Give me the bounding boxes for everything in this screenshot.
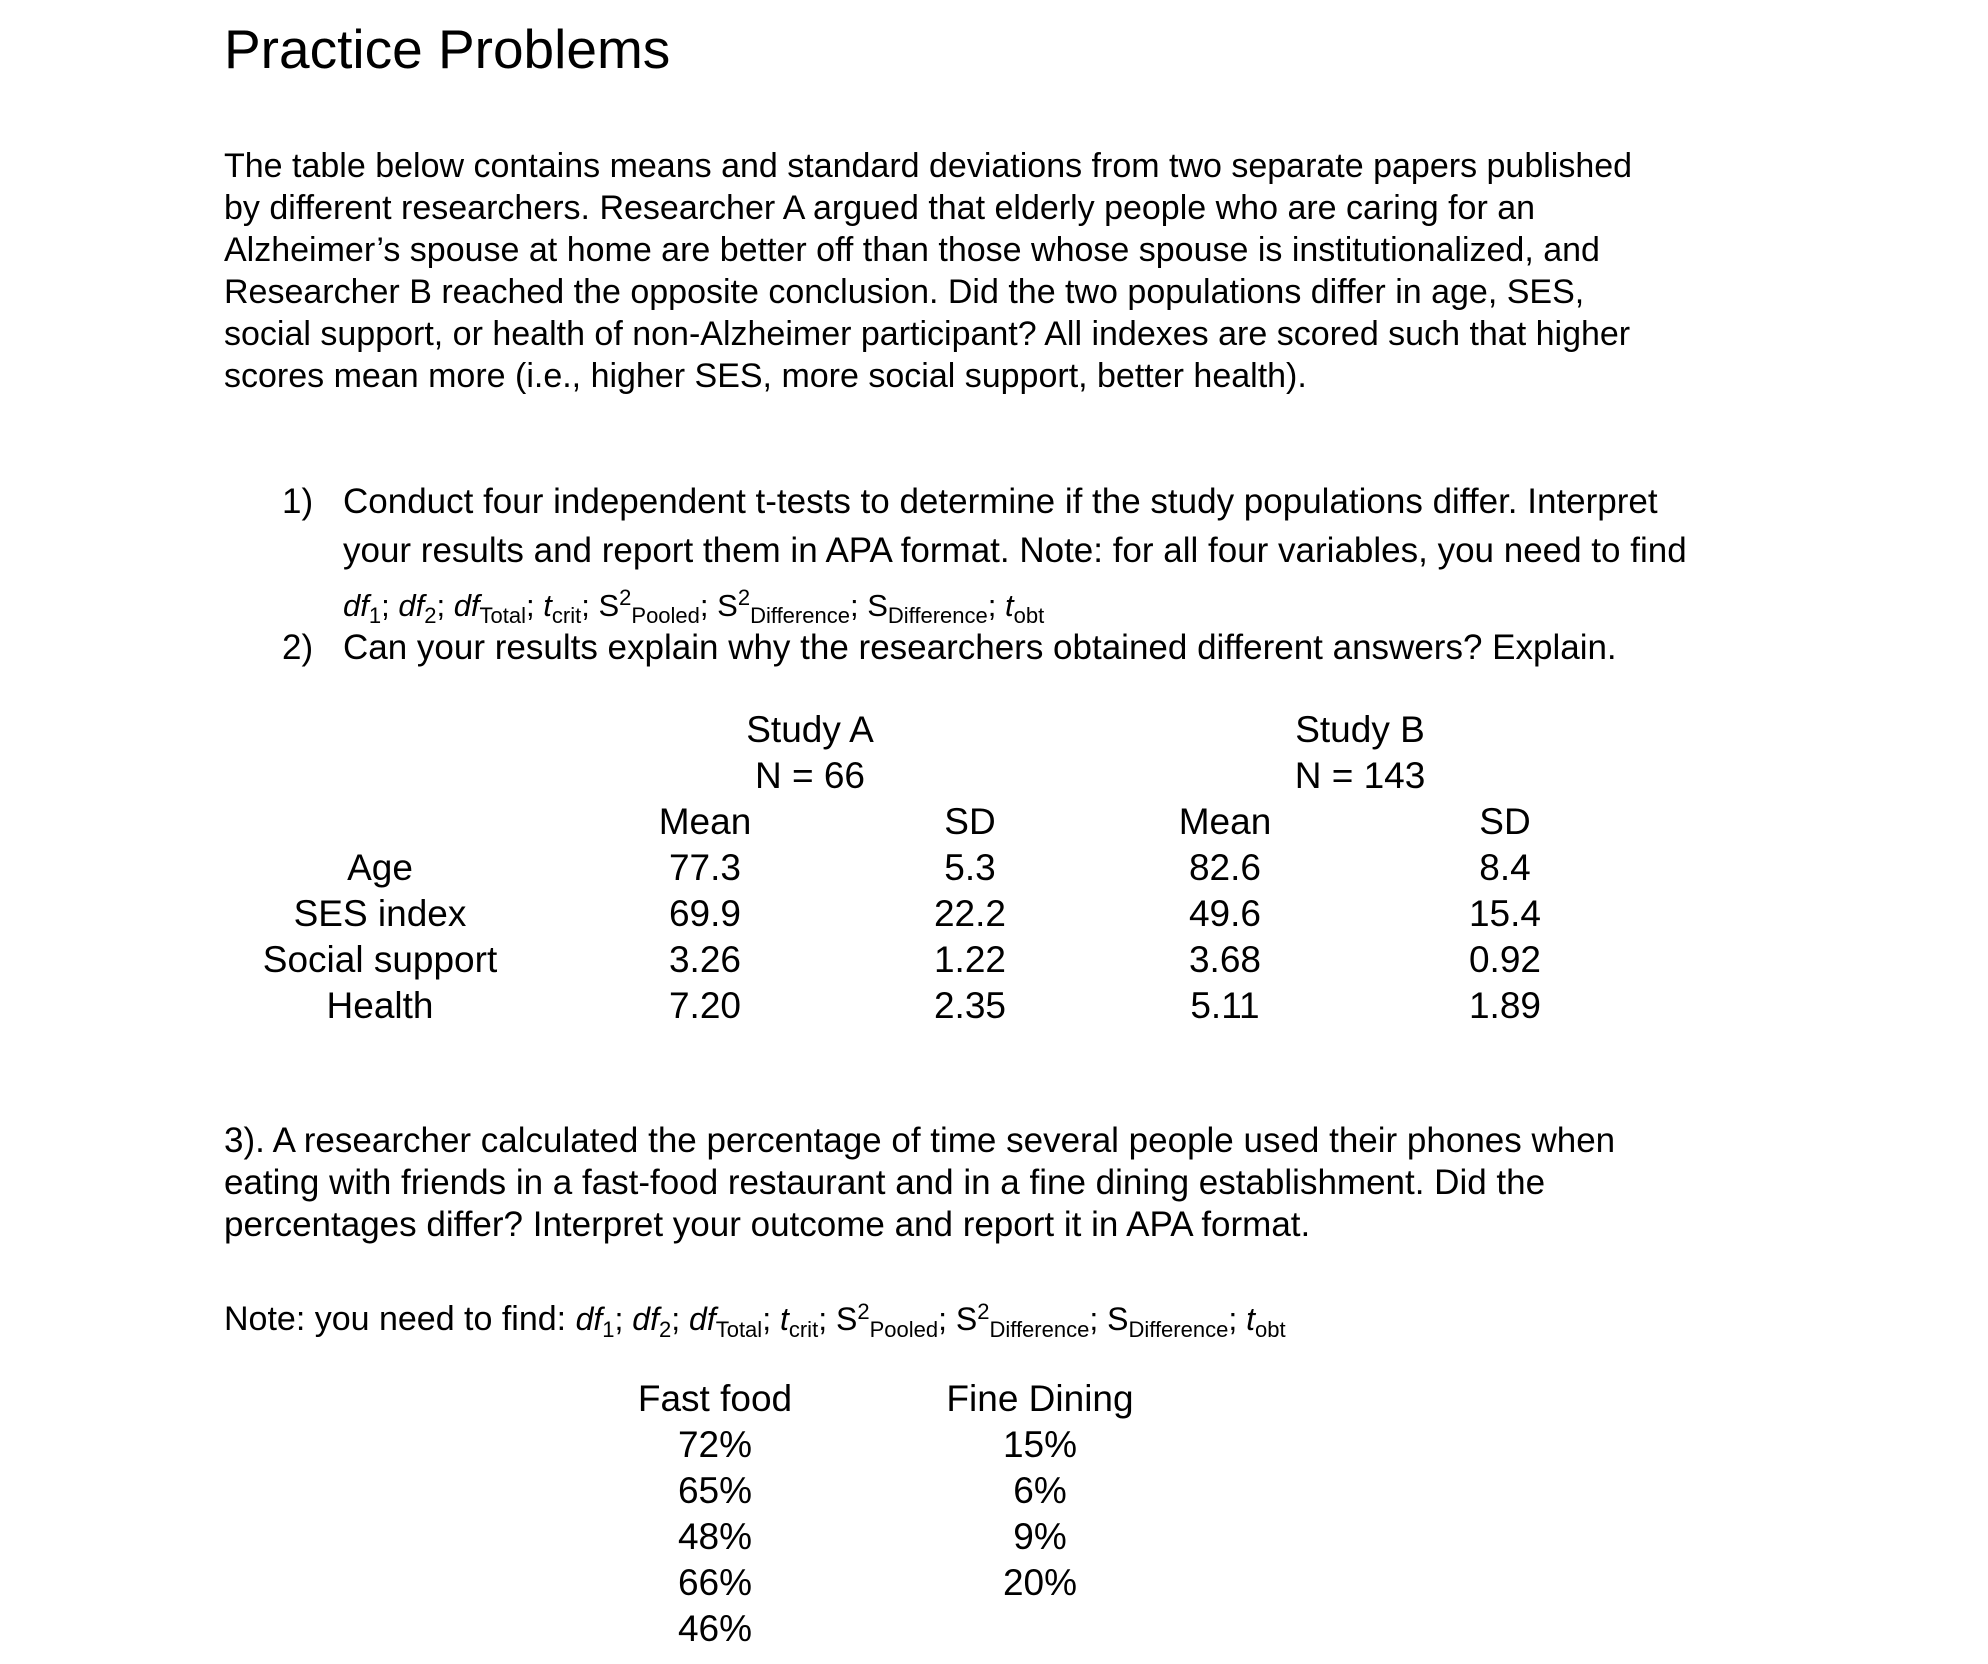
table-cell: 1.22 — [933, 939, 1006, 980]
fast-food-value: 72% — [677, 1424, 753, 1465]
fast-food-value: 66% — [677, 1562, 753, 1603]
table-cell: 3.26 — [668, 939, 741, 980]
question-3-note — [224, 1292, 1286, 1350]
question-2-text: Can your results explain why the researchers obtained different answers? Explain. — [343, 628, 1617, 667]
intro-line: by different researchers. Researcher A argued that elderly people who are caring for an — [224, 189, 1536, 227]
table-cell: 77.3 — [668, 847, 741, 888]
intro-line: social support, or health of non-Alzheimer participant? All indexes are scored such that higher — [224, 315, 1631, 353]
table-row-label: SES index — [293, 893, 467, 934]
intro-paragraph — [224, 145, 1784, 397]
table-cell: 1.89 — [1468, 985, 1541, 1026]
fast-food-header: Fast food — [637, 1378, 793, 1419]
fine-dining-value: 9% — [1013, 1516, 1067, 1557]
intro-line: scores mean more (i.e., higher SES, more social support, better health). — [224, 357, 1307, 395]
study-a-mean-header: Mean — [658, 801, 752, 842]
table-cell: 82.6 — [1188, 847, 1261, 888]
table-cell: 7.20 — [668, 985, 741, 1026]
question-3-line: percentages differ? Interpret your outcome and report it in APA format. — [224, 1205, 1311, 1244]
question-3 — [224, 1120, 1615, 1246]
fine-dining-header: Fine Dining — [946, 1378, 1134, 1419]
study-b-mean-header: Mean — [1178, 801, 1272, 842]
table-row-label: Social support — [262, 939, 498, 980]
fast-food-value: 65% — [677, 1470, 753, 1511]
table-cell: 3.68 — [1188, 939, 1261, 980]
study-b-sd-header: SD — [1479, 801, 1531, 842]
table-cell: 15.4 — [1468, 893, 1541, 934]
intro-line: The table below contains means and standard deviations from two separate papers published — [224, 147, 1633, 185]
study-a-title: Study A — [746, 709, 874, 750]
fast-food-value: 48% — [677, 1516, 753, 1557]
study-a-n: N = 66 — [754, 755, 866, 796]
study-b-title: Study B — [1295, 709, 1425, 750]
table-cell: 0.92 — [1468, 939, 1541, 980]
intro-line: Alzheimer’s spouse at home are better off than those whose spouse is institutionalized, and — [224, 231, 1600, 269]
question-1-line-2: your results and report them in APA format. Note: for all four variables, you need to find — [343, 531, 1687, 570]
table-cell: 69.9 — [668, 893, 741, 934]
fine-dining-value: 20% — [1002, 1562, 1078, 1603]
question-2-number: 2) — [282, 628, 314, 667]
table-cell: 49.6 — [1188, 893, 1261, 934]
fast-food-value: 46% — [677, 1608, 753, 1649]
table-cell: 8.4 — [1479, 847, 1531, 888]
fine-dining-value: 15% — [1002, 1424, 1078, 1465]
table-cell: 5.11 — [1190, 985, 1260, 1026]
fine-dining-value: 6% — [1013, 1470, 1067, 1511]
table-cell: 22.2 — [933, 893, 1006, 934]
question-3-line: eating with friends in a fast-food restaurant and in a fine dining establishment. Did the — [224, 1163, 1546, 1202]
intro-line: Researcher B reached the opposite conclusion. Did the two populations differ in age, SES, — [224, 273, 1585, 311]
study-a-sd-header: SD — [944, 801, 996, 842]
page-title: Practice Problems — [224, 18, 671, 80]
question-3-note-prefix: Note: you need to find: — [224, 1300, 576, 1338]
question-3-formula: $df_1$; $df_2$; $df_{Total}$; $t_{crit}$; $S^2_{Pooled}$; $S^2_{Difference}$; $S_{Difference}$; $t_{obt}$ — [575, 1299, 1286, 1342]
table-cell: 5.3 — [944, 847, 996, 888]
table-row-label: Age — [347, 847, 413, 888]
study-b-n: N = 143 — [1294, 755, 1426, 796]
table-cell: 2.35 — [933, 985, 1006, 1026]
question-1-formula: $df_1$; $df_2$; $df_{Total}$; $t_{crit}$; $S^2_{Pooled}$; $S^2_{Difference}$; $S_{Difference}$; $t_{obt}$ — [343, 585, 1045, 628]
question-1-line-1: Conduct four independent t-tests to determine if the study populations differ. Interpret — [343, 482, 1658, 521]
question-1-number: 1) — [282, 482, 314, 521]
question-3-line: 3). A researcher calculated the percentage of time several people used their phones when — [224, 1121, 1616, 1160]
table-row-label: Health — [326, 985, 434, 1026]
